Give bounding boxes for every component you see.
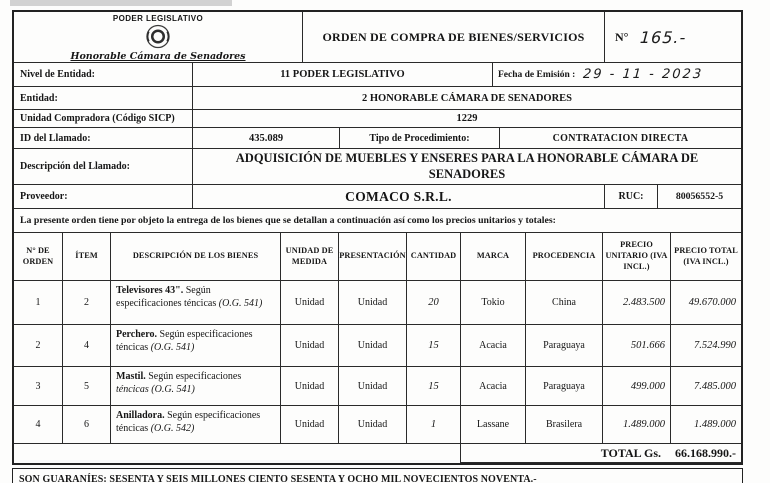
- item-precio-unitario: 499.000: [602, 367, 670, 405]
- item-descripcion: [110, 325, 280, 366]
- logo-subtitle: Honorable Cámara de Senadores: [70, 51, 246, 62]
- item-detalle: Según especificaciones: [148, 371, 242, 382]
- table-row: [14, 324, 741, 366]
- item-numero: 6: [62, 406, 110, 443]
- ruc-value: 80056552-5: [657, 185, 741, 208]
- proveedor-label: Proveedor:: [20, 191, 68, 202]
- item-precio-unitario: 1.489.000: [602, 406, 670, 443]
- item-detalle: Según especificaciones téncicas: [116, 285, 217, 309]
- item-nombre: Mastil.: [116, 371, 146, 382]
- fecha-emision-label: Fecha de Emisión :: [498, 69, 576, 80]
- nivel-value: 11 PODER LEGISLATIVO: [192, 63, 492, 86]
- item-cantidad: 15: [406, 367, 460, 405]
- fecha-emision-cell: [492, 63, 741, 86]
- nivel-row: [14, 62, 741, 86]
- item-marca: Tokio: [460, 281, 525, 324]
- total-label: TOTAL Gs.: [600, 445, 661, 460]
- item-detalle: Según especificaciones téncicas: [116, 329, 253, 353]
- scan-artifact: [10, 0, 232, 6]
- entidad-value: 2 HONORABLE CÁMARA DE SENADORES: [192, 87, 741, 109]
- item-procedencia: Paraguaya: [525, 367, 602, 405]
- item-orden: 3: [35, 380, 41, 392]
- unidad-compradora-value: 1229: [192, 110, 741, 127]
- col-header-precio-total: PRECIO TOTAL (IVA INCL.): [670, 233, 741, 280]
- item-descripcion: [110, 367, 280, 405]
- proveedor-row: [14, 184, 741, 208]
- order-number-label: N°: [615, 29, 629, 44]
- item-precio-total: 7.485.000: [670, 367, 741, 405]
- item-cantidad: 20: [406, 281, 460, 324]
- item-referencia: (O.G. 542): [150, 422, 195, 434]
- item-referencia: (O.G. 541): [218, 297, 263, 309]
- descripcion-llamado-label: Descripción del Llamado:: [20, 161, 130, 172]
- item-descripcion: [110, 406, 280, 443]
- item-precio-total: 7.524.990: [670, 325, 741, 366]
- item-precio-unitario: 2.483.500: [602, 281, 670, 324]
- col-header-orden: N° DE ORDEN: [22, 245, 54, 266]
- unidad-compradora-row: [14, 109, 741, 127]
- item-marca: Acacia: [460, 367, 525, 405]
- item-unidad: Unidad: [280, 281, 338, 324]
- item-nombre: Perchero.: [116, 329, 158, 340]
- item-numero: 2: [62, 281, 110, 324]
- id-llamado-row: [14, 127, 741, 148]
- tipo-procedimiento-value: CONTRATACION DIRECTA: [499, 128, 741, 148]
- item-unidad: Unidad: [280, 325, 338, 366]
- item-presentacion: Unidad: [338, 281, 406, 324]
- col-header-item: ÍTEM: [62, 233, 110, 280]
- item-referencia: téncicas (O.G. 541): [116, 383, 195, 395]
- senate-seal-icon: [143, 24, 173, 49]
- total-cell: [460, 444, 741, 463]
- col-header-cantidad: CANTIDAD: [406, 233, 460, 280]
- ruc-label: RUC:: [604, 185, 657, 208]
- id-llamado-value: 435.089: [192, 128, 339, 148]
- item-presentacion: Unidad: [338, 325, 406, 366]
- col-header-presentacion: PRESENTACIÓN: [338, 233, 406, 280]
- item-marca: Acacia: [460, 325, 525, 366]
- item-orden: 2: [35, 340, 41, 351]
- item-procedencia: China: [525, 281, 602, 324]
- item-orden: 4: [35, 419, 41, 430]
- item-nombre: Anilladora.: [116, 410, 165, 421]
- form-header-row: [14, 12, 741, 62]
- item-detalle: Según especificaciones téncicas: [116, 410, 261, 434]
- entidad-label: Entidad:: [20, 92, 58, 104]
- item-orden: 1: [35, 297, 41, 308]
- item-numero: 4: [62, 325, 110, 366]
- order-form: [12, 10, 743, 465]
- total-empty-cell: [14, 444, 460, 463]
- item-presentacion: Unidad: [338, 367, 406, 405]
- intro-row: [14, 208, 741, 232]
- nivel-label: Nivel de Entidad:: [20, 69, 96, 80]
- col-header-marca: MARCA: [460, 233, 525, 280]
- table-row: [14, 405, 741, 443]
- table-row: [14, 280, 741, 324]
- item-precio-unitario: 501.666: [602, 325, 670, 366]
- order-title: ORDEN DE COMPRA DE BIENES/SERVICIOS: [302, 12, 604, 62]
- item-numero: 5: [62, 367, 110, 405]
- col-header-unidad: UNIDAD DE MEDIDA: [280, 233, 338, 280]
- fecha-emision-value: 29 - 11 - 2023: [582, 67, 704, 82]
- logo-title: PODER LEGISLATIVO: [112, 14, 204, 23]
- item-presentacion: Unidad: [338, 406, 406, 443]
- descripcion-llamado-row: [14, 148, 741, 184]
- item-procedencia: Brasilera: [525, 406, 602, 443]
- intro-text: La presente orden tiene por objeto la entrega de los bienes que se detallan a continuación así como los precios unitarios y totales:: [20, 215, 556, 226]
- col-header-descripcion: DESCRIPCIÓN DE LOS BIENES: [110, 233, 280, 280]
- unidad-compradora-label: Unidad Compradora (Código SICP): [20, 113, 175, 124]
- item-unidad: Unidad: [280, 406, 338, 443]
- entidad-row: [14, 86, 741, 109]
- order-number-value: 165.-: [639, 27, 688, 47]
- item-cantidad: 1: [406, 406, 460, 443]
- item-cantidad: 15: [406, 325, 460, 366]
- total-row: [14, 443, 741, 463]
- total-value: 66.168.990.-: [675, 445, 736, 460]
- item-descripcion: [110, 281, 280, 324]
- legislature-logo: [14, 12, 302, 62]
- items-header-row: [14, 232, 741, 280]
- tipo-procedimiento-label: Tipo de Procedimiento:: [339, 128, 499, 148]
- item-unidad: Unidad: [280, 367, 338, 405]
- descripcion-llamado-value: ADQUISICIÓN DE MUEBLES Y ENSERES PARA LA HONORABLE CÁMARA DE SENADORES: [192, 149, 741, 184]
- item-precio-total: 49.670.000: [670, 281, 741, 324]
- col-header-precio-unitario: PRECIO UNITARIO (IVA INCL.): [602, 233, 670, 280]
- item-precio-total: 1.489.000: [670, 406, 741, 443]
- item-procedencia: Paraguaya: [525, 325, 602, 366]
- id-llamado-label: ID del Llamado:: [20, 132, 91, 144]
- col-header-procedencia: PROCEDENCIA: [525, 233, 602, 280]
- item-nombre: Televisores 43".: [116, 285, 184, 296]
- proveedor-value: COMACO S.R.L.: [192, 185, 604, 208]
- order-number-cell: [604, 12, 741, 62]
- table-row: [14, 366, 741, 405]
- item-referencia: (O.G. 541): [150, 341, 195, 353]
- amount-in-words: SON GUARANÍES: SESENTA Y SEIS MILLONES CIENTO SESENTA Y OCHO MIL NOVECIENTOS NOVENTA.-: [12, 468, 743, 483]
- item-marca: Lassane: [460, 406, 525, 443]
